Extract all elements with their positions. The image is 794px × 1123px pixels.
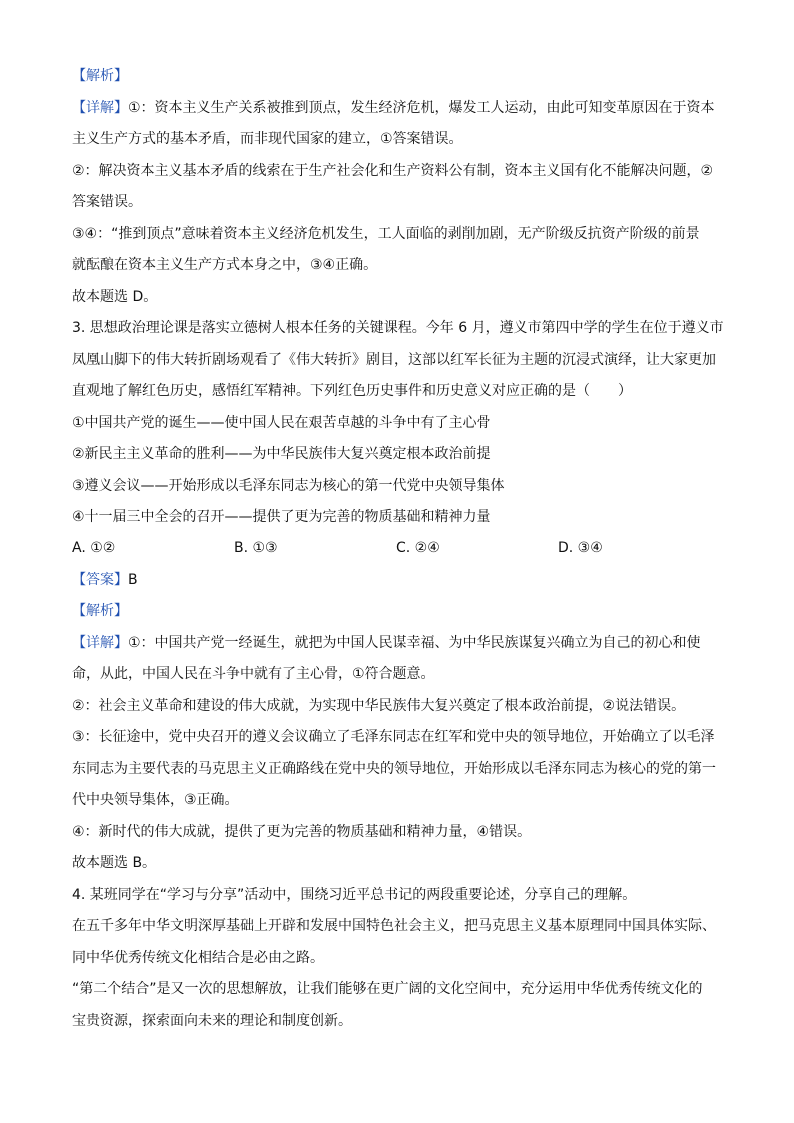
option-c: C. ②④ [396,540,440,556]
detail-text-4: ④：新时代的伟大成就，提供了更为完善的物质基础和精神力量，④错误。 [72,824,532,840]
detail-text-cont: 主义生产方式的基本矛盾，而非现代国家的建立，①答案错误。 [72,131,463,147]
detail-tag: 【详解】 [72,635,128,651]
conclusion-text: 故本题选 D。 [72,289,158,305]
analysis-heading: 【解析】 [72,603,128,619]
detail-text-3-cont: 东同志为主要代表的马克思主义正确路线在党中央的领导地位，开始形成以毛泽东同志为核心的党的第一 [72,761,716,777]
quote-1-cont: 同中华优秀传统文化相结合是必由之路。 [72,950,324,966]
detail-tag: 【详解】 [72,100,128,116]
analysis-heading: 【解析】 [72,68,128,84]
quote-2-cont: 宝贵资源，探索面向未来的理论和制度创新。 [72,1013,352,1029]
option-d: D. ③④ [558,540,603,556]
detail-text-2-cont: 答案错误。 [72,194,142,210]
detail-text-3-cont: 代中央领导集体，③正确。 [72,792,239,808]
answer-value: B [128,572,138,588]
question-stem: 3. 思想政治理论课是落实立德树人根本任务的关键课程。今年 6 月，遵义市第四中学的学生在位于遵义市 [72,320,724,336]
quote-1: 在五千多年中华文明深厚基础上开辟和发展中国特色社会主义，把马克思主义基本原理同中国具体实际、 [72,918,716,934]
answer-line [72,570,138,590]
quote-2: “第二个结合”是又一次的思想解放，让我们能够在更广阔的文化空间中，充分运用中华优秀传统文化的 [72,981,703,997]
detail-text-3-cont: 就酝酿在资本主义生产方式本身之中，③④正确。 [72,257,378,273]
detail-text: ①：中国共产党一经诞生，就把为中国人民谋幸福、为中华民族谋复兴确立为自己的初心和使 [128,635,701,651]
detail-text-cont: 命，从此，中国人民在斗争中就有了主心骨，①符合题意。 [72,666,435,682]
question-stem: 4. 某班同学在“学习与分享”活动中，围绕习近平总书记的两段重要论述，分享自己的理解。 [72,887,637,903]
answer-tag: 【答案】 [72,572,128,588]
detail-paragraph [72,633,701,653]
detail-paragraph [72,98,715,118]
option-b: B. ①③ [234,540,278,556]
question-stem-cont: 凤凰山脚下的伟大转折剧场观看了《伟大转折》剧目，这部以红军长征为主题的沉浸式演绎，让大家更加 [72,352,716,368]
statement-item-3: ③遵义会议——开始形成以毛泽东同志为核心的第一代党中央领导集体 [72,478,505,494]
question-stem-cont: 直观地了解红色历史，感悟红军精神。下列红色历史事件和历史意义对应正确的是（ ） [72,383,632,399]
statement-item-1: ①中国共产党的诞生——使中国人民在艰苦卓越的斗争中有了主心骨 [72,415,491,431]
detail-text-3: ③：长征途中，党中央召开的遵义会议确立了毛泽东同志在红军和党中央的领导地位，开始确立了以毛泽 [72,729,715,745]
statement-item-4: ④十一届三中全会的召开——提供了更为完善的物质基础和精神力量 [72,509,491,525]
detail-text-3: ③④：“推到顶点”意味着资本主义经济危机发生，工人面临的剥削加剧，无产阶级反抗资产阶级的前景 [72,226,700,242]
detail-text-2: ②：解决资本主义基本矛盾的线索在于生产社会化和生产资料公有制，资本主义国有化不能解决问题，② [72,163,714,179]
conclusion-text: 故本题选 B。 [72,855,157,871]
option-a: A. ①② [72,540,116,556]
detail-text-2: ②：社会主义革命和建设的伟大成就，为实现中华民族伟大复兴奠定了根本政治前提，②说法错误。 [72,698,686,714]
statement-item-2: ②新民主主义革命的胜利——为中华民族伟大复兴奠定根本政治前提 [72,446,491,462]
detail-text: ①：资本主义生产关系被推到顶点，发生经济危机，爆发工人运动，由此可知变革原因在于资本 [128,100,715,116]
